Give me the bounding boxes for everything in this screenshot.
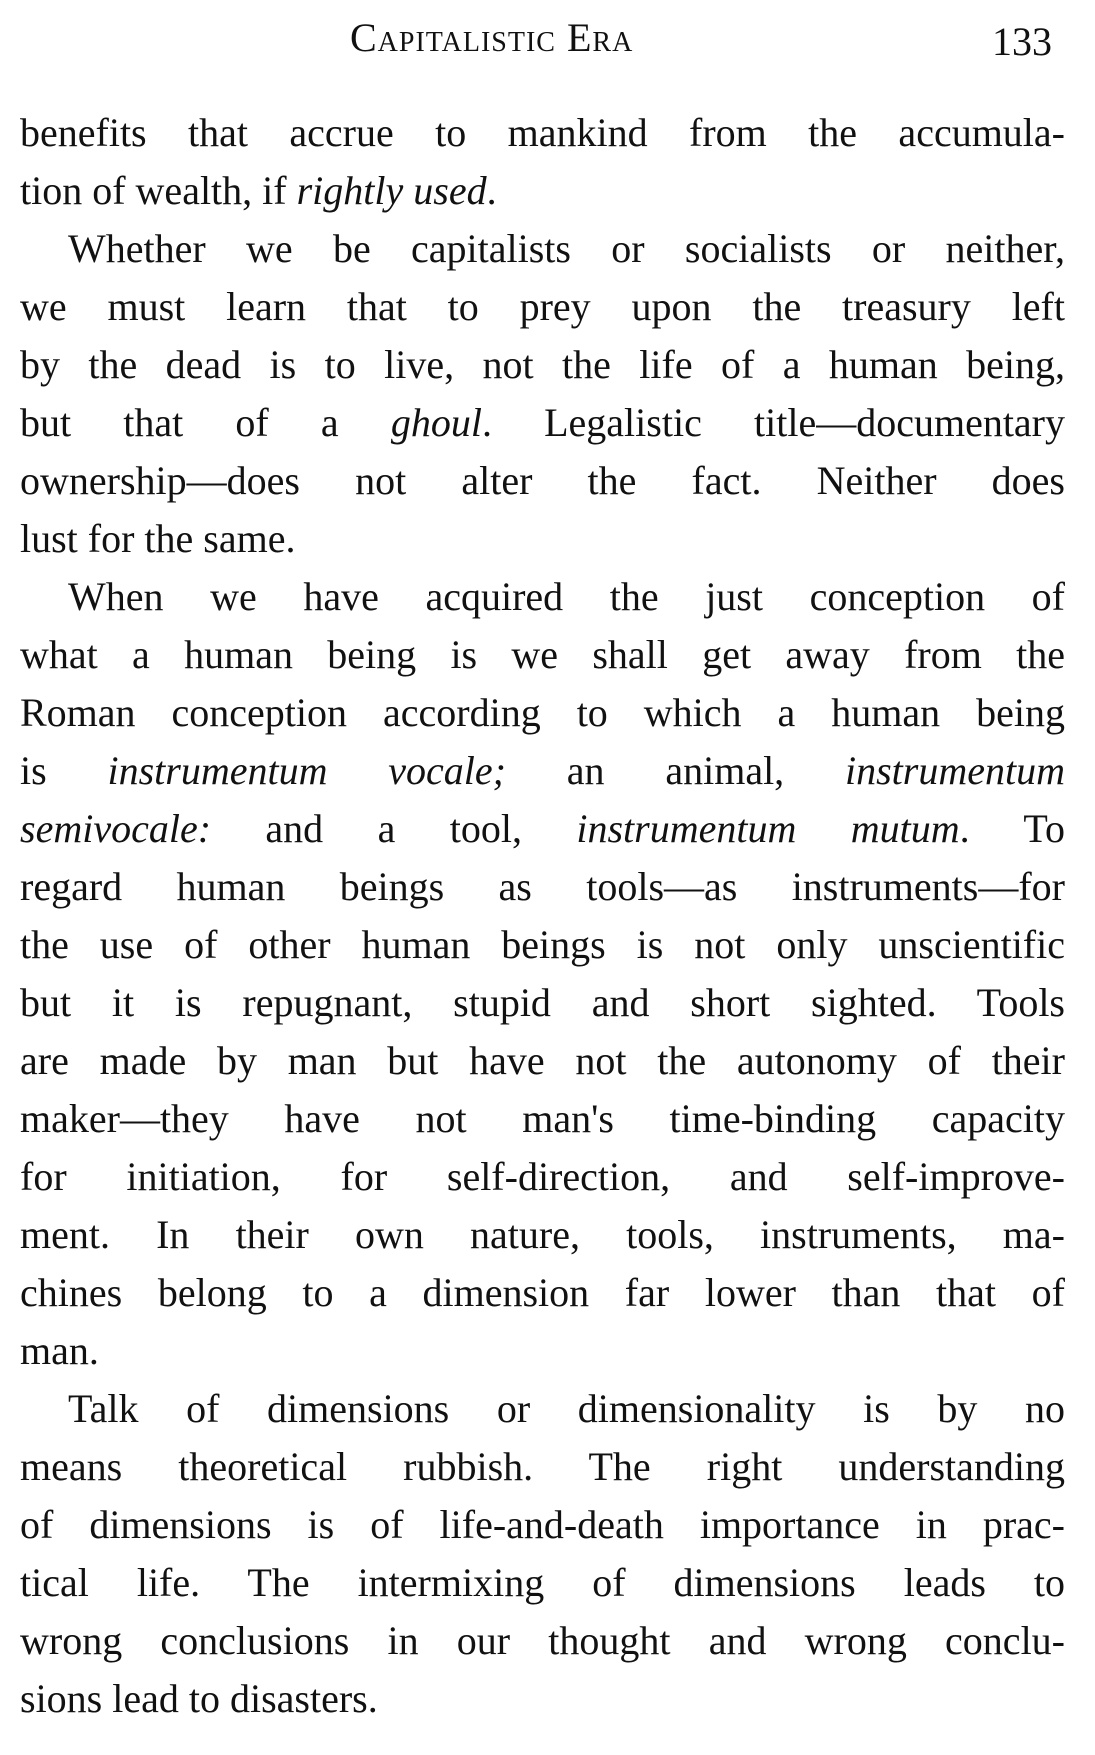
italic-phrase: semivocale: <box>20 806 212 851</box>
text-line: for initiation, for self-direction, and self-improve- <box>20 1154 1065 1199</box>
text-line: means theoretical rubbish. The right understanding <box>20 1444 1065 1489</box>
text-line: When we have acquired the just conception of <box>68 574 1065 619</box>
text-line: ment. In their own nature, tools, instruments, ma- <box>20 1212 1065 1257</box>
italic-phrase: ghoul <box>390 400 482 445</box>
text-line: regard human beings as tools—as instruments—for <box>20 864 1065 909</box>
body-text <box>20 104 1065 1728</box>
italic-phrase: instrumentum mutum <box>576 806 960 851</box>
text-line: the use of other human beings is not only unscientific <box>20 922 1065 967</box>
text-line: but that of a ghoul. Legalistic title—documentary <box>20 400 1065 445</box>
text-line: by the dead is to live, not the life of a human being, <box>20 342 1065 387</box>
italic-phrase: instrumentum vocale; <box>107 748 506 793</box>
running-title: Capitalistic Era <box>350 15 634 60</box>
page-number: 133 <box>992 19 1052 64</box>
paragraph <box>20 1380 1065 1728</box>
text-line: maker—they have not man's time-binding capacity <box>20 1096 1065 1141</box>
text-line: of dimensions is of life-and-death importance in prac- <box>20 1502 1065 1547</box>
text-line: sions lead to disasters. <box>20 1676 378 1721</box>
text-line: tion of wealth, if rightly used. <box>20 168 497 213</box>
paragraph <box>20 568 1065 1380</box>
text-line: are made by man but have not the autonomy of their <box>20 1038 1065 1083</box>
book-page <box>20 0 1070 1755</box>
text-line: man. <box>20 1328 99 1373</box>
text-line: benefits that accrue to mankind from the accumula- <box>20 110 1065 155</box>
text-line: Whether we be capitalists or socialists or neither, <box>68 226 1065 271</box>
text-line: Roman conception according to which a human being <box>20 690 1065 735</box>
text-line: lust for the same. <box>20 516 296 561</box>
text-line: is instrumentum vocale; an animal, instrumentum <box>20 748 1065 793</box>
text-line: tical life. The intermixing of dimensions leads to <box>20 1560 1065 1605</box>
italic-phrase: rightly used <box>296 168 487 213</box>
text-line: Talk of dimensions or dimensionality is by no <box>68 1386 1065 1431</box>
paragraph <box>20 220 1065 568</box>
running-head <box>20 14 1060 74</box>
paragraph <box>20 104 1065 220</box>
text-line: chines belong to a dimension far lower than that of <box>20 1270 1065 1315</box>
text-line: but it is repugnant, stupid and short sighted. Tools <box>20 980 1065 1025</box>
text-line: what a human being is we shall get away from the <box>20 632 1065 677</box>
text-line: ownership—does not alter the fact. Neither does <box>20 458 1065 503</box>
text-line: we must learn that to prey upon the treasury left <box>20 284 1065 329</box>
text-line: semivocale: and a tool, instrumentum mutum. To <box>20 806 1065 851</box>
text-line: wrong conclusions in our thought and wrong conclu- <box>20 1618 1065 1663</box>
italic-phrase: instrumentum <box>845 748 1065 793</box>
